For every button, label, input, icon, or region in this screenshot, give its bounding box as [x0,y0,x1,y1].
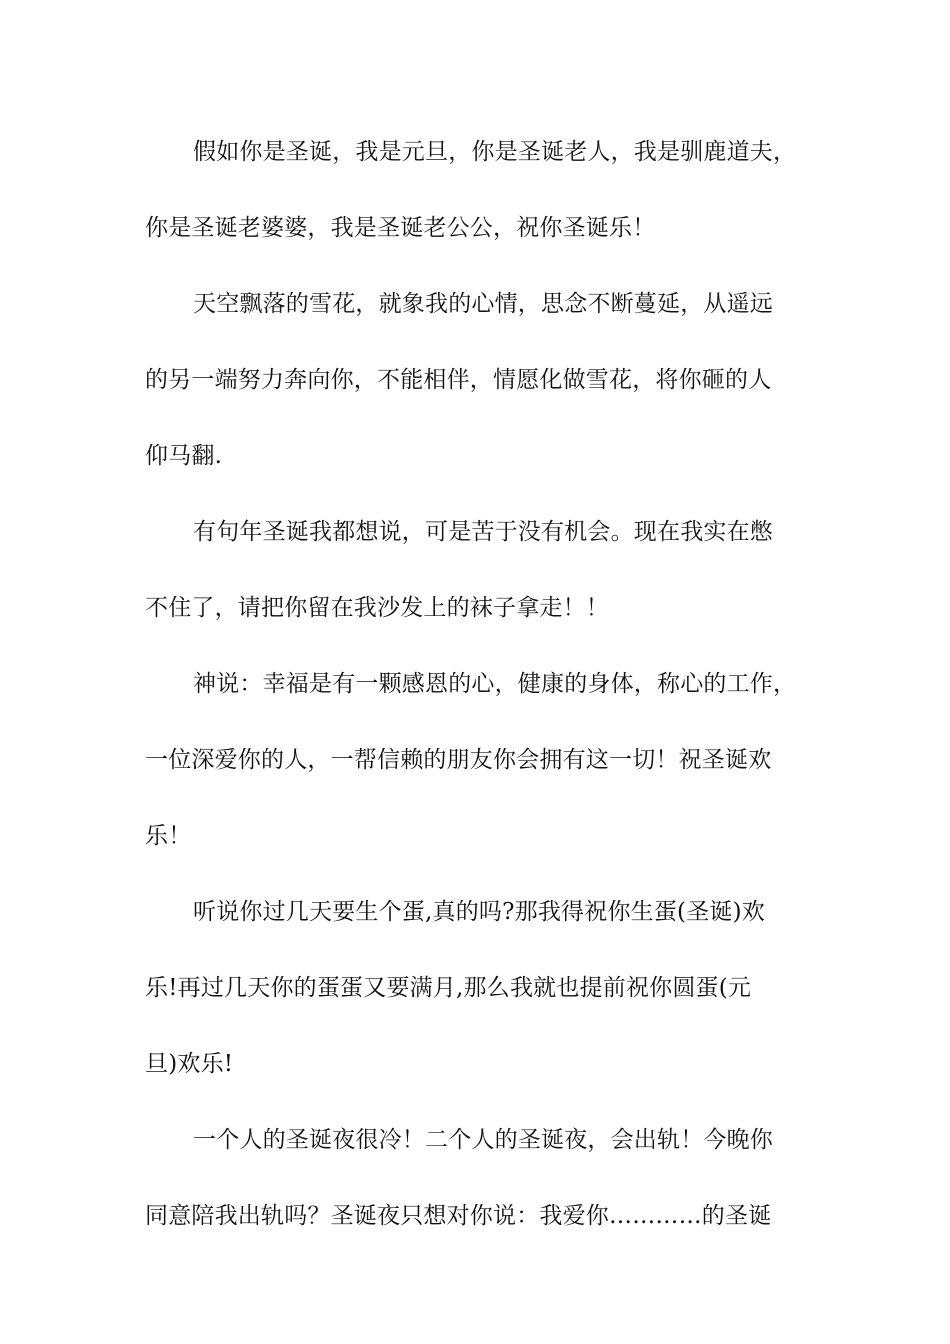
text-line: 假如你是圣诞，我是元旦，你是圣诞老人，我是驯鹿道夫， [193,139,797,165]
text-line: 旦)欢乐! [145,1051,234,1077]
text-line: 神说：幸福是有一颗感恩的心，健康的身体，称心的工作， [193,671,797,697]
text-line: 一个人的圣诞夜很冷！二个人的圣诞夜，会出轨！今晚你 [193,1127,773,1153]
text-line: 乐!再过几天你的蛋蛋又要满月,那么我就也提前祝你圆蛋(元 [145,975,752,1001]
text-line: 仰马翻. [145,443,223,469]
text-line: 有句年圣诞我都想说，可是苦于没有机会。现在我实在憋 [193,519,773,545]
text-line: 不住了，请把你留在我沙发上的袜子拿走！！ [145,595,609,621]
text-line: 你是圣诞老婆婆，我是圣诞老公公，祝你圣诞乐！ [145,215,656,241]
text-line: 天空飘落的雪花，就象我的心情，思念不断蔓延，从遥远 [193,291,773,317]
text-line: 听说你过几天要生个蛋,真的吗?那我得祝你生蛋(圣诞)欢 [193,899,765,925]
text-line: 乐！ [145,823,192,849]
text-line: 的另一端努力奔向你，不能相伴，情愿化做雪花，将你砸的人 [145,367,772,393]
text-line: 一位深爱你的人，一帮信赖的朋友你会拥有这一切！祝圣诞欢 [145,747,772,773]
text-line: 同意陪我出轨吗？圣诞夜只想对你说：我爱你…………的圣诞 [145,1203,772,1229]
